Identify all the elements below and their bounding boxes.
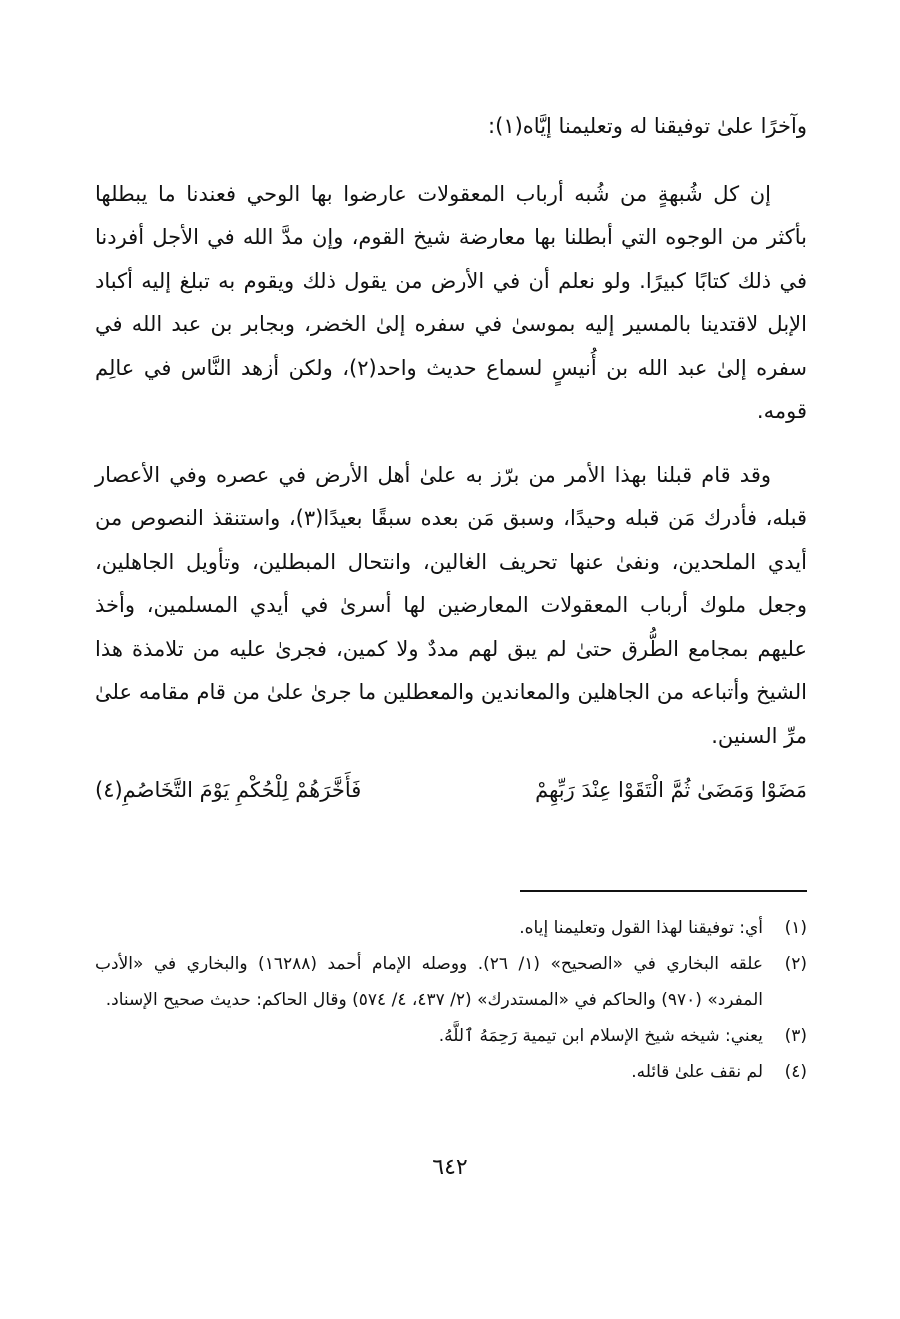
poetry-verse bbox=[95, 770, 807, 810]
footnote-text: أي: توفيقنا لهذا القول وتعليمنا إياه. bbox=[519, 918, 763, 938]
page-number: ٦٤٢ bbox=[432, 1155, 468, 1180]
footnote-item bbox=[95, 946, 807, 1018]
footnotes bbox=[95, 910, 807, 1090]
body-paragraph: وآخرًا علىٰ توفيقنا له وتعليمنا إيَّاه(١): bbox=[488, 114, 807, 138]
footnote-text: يعني: شيخه شيخ الإسلام ابن تيمية رَحِمَهُ ٱللَّهُ. bbox=[438, 1026, 763, 1046]
body-paragraph: إن كل شُبهةٍ من شُبه أرباب المعقولات عارضوا بها الوحي فعندنا ما يبطلها بأكثر من الوجوه التي أبطلنا بها معارضة شيخ القوم، وإن مدَّ الله في الأجل أفردنا في ذلك كتابًا كبيرًا. ولو نعلم أن في الأرض من يقول ذلك ويقوم به تبلغ إليه أكباد الإبل لاقتدينا بالمسير إليه بموسىٰ في سفره إلىٰ الخضر، وبجابر بن عبد الله في سفره إلىٰ عبد الله بن أُنيسٍ لسماع حديث واحد(٢)، ولكن أزهد النَّاس في عالِم قومه. bbox=[95, 181, 807, 423]
footnote-item bbox=[95, 1018, 807, 1054]
footnote-item bbox=[95, 1054, 807, 1090]
verse-first-hemistich: مَضَوْا وَمَضَىٰ ثُمَّ الْتَقَوْا عِنْدَ رَبِّهِمْ bbox=[535, 778, 807, 802]
footnote-text: لم نقف علىٰ قائله. bbox=[631, 1062, 763, 1082]
footnote-item bbox=[95, 910, 807, 946]
footnote-number: (٢) bbox=[784, 954, 807, 974]
footnote-number: (٣) bbox=[784, 1026, 807, 1046]
footnote-divider bbox=[520, 890, 807, 892]
footnote-number: (٤) bbox=[784, 1062, 807, 1082]
verse-second-hemistich: فَأَخَّرَهُمْ لِلْحُكْمِ يَوْمَ التَّخَاصُمِ(٤) bbox=[95, 778, 362, 802]
main-text bbox=[95, 105, 807, 810]
footnote-text: علقه البخاري في «الصحيح» (١/ ٢٦). ووصله الإمام أحمد (١٦٢٨٨) والبخاري في «الأدب المفرد» (٩٧٠) والحاكم في «المستدرك» (٢/ ٤٣٧، ٤/ ٥٧٤) وقال الحاكم: حديث صحيح الإسناد. bbox=[95, 954, 763, 1010]
footnote-number: (١) bbox=[784, 918, 807, 938]
body-paragraph: وقد قام قبلنا بهذا الأمر من برّز به علىٰ أهل الأرض في عصره وفي الأعصار قبله، فأدرك مَن قبله وحيدًا، وسبق مَن بعده سبقًا بعيدًا(٣)، واستنقذ النصوص من أيدي الملحدين، ونفىٰ عنها تحريف الغالين، وانتحال المبطلين، وتأويل الجاهلين، وجعل ملوك أرباب المعقولات المعارضين لها أسرىٰ في أيدي المسلمين، وأخذ عليهم بمجامع الطُّرق حتىٰ لم يبق لهم مددٌ ولا كمين، فجرىٰ عليه من تلامذة هذا الشيخ وأتباعه من الجاهلين والمعاندين والمعطلين ما جرىٰ علىٰ من قام مقامه علىٰ مرِّ السنين. bbox=[95, 462, 807, 748]
